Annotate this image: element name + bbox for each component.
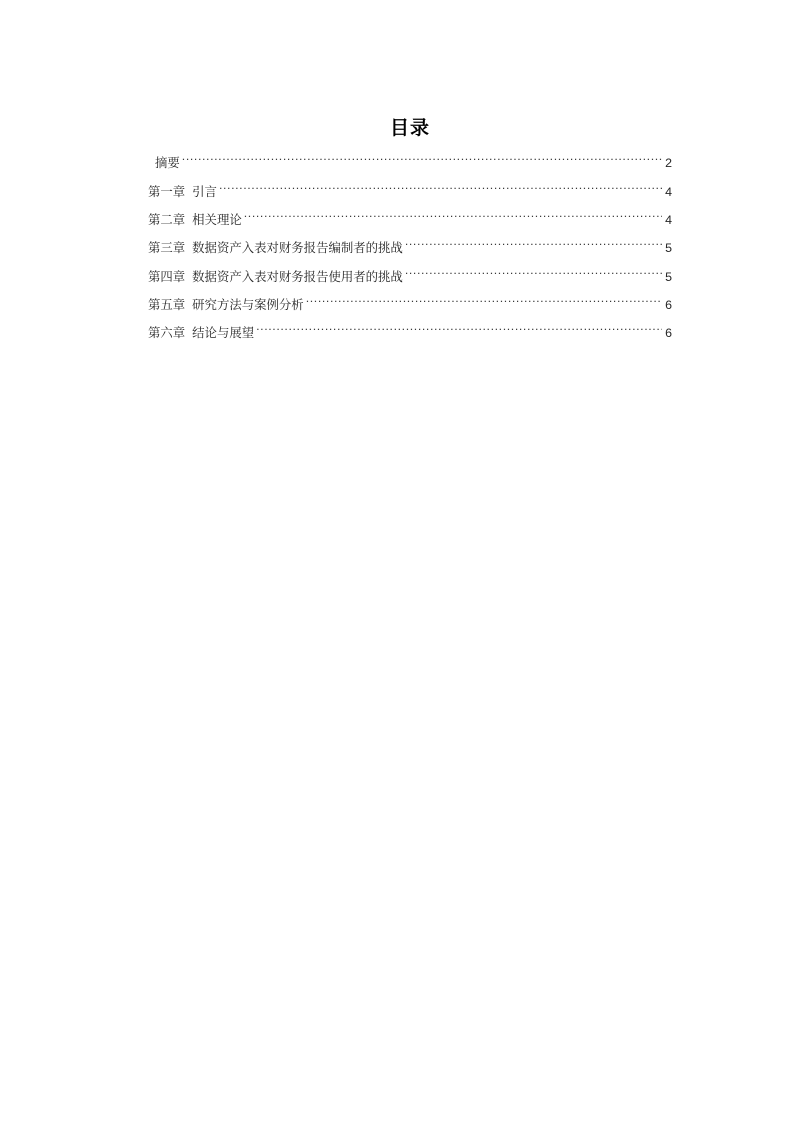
toc-entry-chapter: 第三章: [148, 241, 186, 256]
toc-entry-label: [148, 212, 242, 230]
toc-entry-title: 数据资产入表对财务报告使用者的挑战: [192, 269, 403, 284]
toc-list: [148, 155, 672, 344]
toc-entry[interactable]: [148, 240, 672, 258]
toc-entry[interactable]: [148, 297, 672, 315]
toc-entry[interactable]: [148, 155, 672, 173]
toc-entry-chapter: 第六章: [148, 326, 186, 341]
toc-entry-page: 4: [665, 212, 672, 227]
toc-entry-page: 2: [665, 156, 672, 171]
toc-leader-dots: [405, 240, 662, 252]
toc-entry-chapter: 第四章: [148, 269, 186, 284]
toc-leader-dots: [219, 183, 662, 195]
toc-entry-page: 4: [665, 184, 672, 199]
toc-entry-page: 6: [665, 298, 672, 313]
toc-entry-label: [148, 325, 254, 343]
toc-leader-dots: [244, 212, 662, 224]
toc-entry-page: 5: [665, 269, 672, 284]
toc-entry-page: 6: [665, 326, 672, 341]
toc-entry-title: 研究方法与案例分析: [192, 298, 304, 313]
page-title: 目录: [389, 118, 430, 139]
toc-leader-dots: [182, 155, 662, 167]
toc-entry-label: [148, 269, 403, 287]
toc-entry[interactable]: [148, 183, 672, 201]
toc-entry[interactable]: [148, 268, 672, 286]
toc-leader-dots: [256, 325, 662, 337]
toc-entry-label: [148, 155, 180, 173]
toc-leader-dots: [405, 268, 662, 280]
table-of-contents: [148, 118, 672, 353]
toc-entry-title: 数据资产入表对财务报告编制者的挑战: [192, 241, 403, 256]
toc-entry-title: 结论与展望: [192, 326, 255, 341]
toc-entry-chapter: 第二章: [148, 212, 186, 227]
toc-entry-chapter: 第一章: [148, 184, 186, 199]
toc-entry-label: [148, 297, 304, 315]
toc-entry-page: 5: [665, 241, 672, 256]
toc-entry-title: 摘要: [155, 156, 180, 171]
toc-entry[interactable]: [148, 212, 672, 230]
toc-entry-label: [148, 240, 403, 258]
toc-entry-title: 相关理论: [192, 212, 242, 227]
toc-entry-label: [148, 184, 217, 202]
toc-entry-chapter: 第五章: [148, 298, 186, 313]
toc-entry-title: 引言: [192, 184, 217, 199]
toc-leader-dots: [306, 297, 662, 309]
toc-entry[interactable]: [148, 325, 672, 343]
